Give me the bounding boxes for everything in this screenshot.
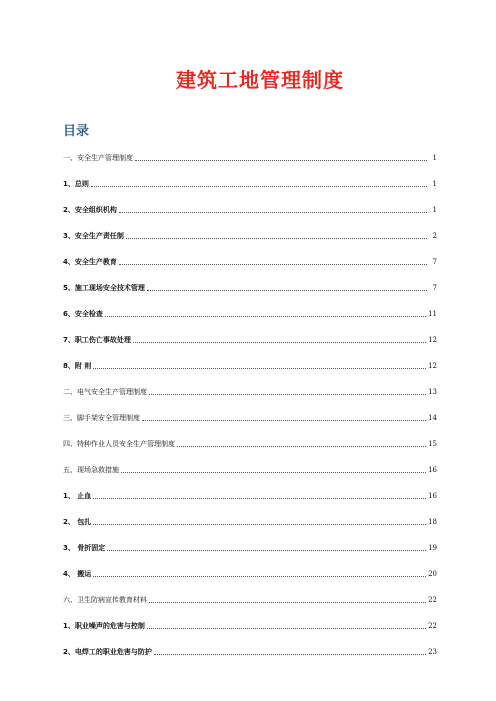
toc-entry-label: 2、安全组织机构 <box>63 206 117 214</box>
toc-entry[interactable] <box>63 223 437 249</box>
toc-entry-label: 2、电焊工的职业危害与防护 <box>63 648 152 656</box>
document-title: 建筑工地管理制度 <box>176 68 344 92</box>
toc-entry[interactable] <box>63 145 437 171</box>
toc-entry-page-number: 1 <box>432 180 437 188</box>
toc-entry[interactable] <box>63 587 437 613</box>
toc-entry-page-number: 22 <box>428 596 437 604</box>
toc-entry-page-number: 12 <box>428 336 437 344</box>
toc-entry[interactable] <box>63 561 437 587</box>
toc-entry[interactable] <box>63 379 437 405</box>
toc-entry-label: 二、电气安全生产管理制度 <box>63 388 147 396</box>
toc-entry-label: 2、 包扎 <box>63 518 92 526</box>
toc-entry-label: 4、安全生产教育 <box>63 258 117 266</box>
toc-entry-page-number: 15 <box>428 440 437 448</box>
toc-entry-page-number: 13 <box>428 388 437 396</box>
toc-entry-label: 四、特种作业人员安全生产管理制度 <box>63 440 175 448</box>
toc-entry[interactable] <box>63 457 437 483</box>
toc-leader-dots <box>177 446 426 447</box>
toc-entry-page-number: 2 <box>432 232 437 240</box>
toc-entry-page-number: 16 <box>428 466 437 474</box>
toc-entry-label: 1、总则 <box>63 180 89 188</box>
toc-leader-dots <box>135 160 427 161</box>
toc-leader-dots <box>147 290 427 291</box>
toc-entry-page-number: 11 <box>428 310 437 318</box>
toc-leader-dots <box>149 602 426 603</box>
toc-leader-dots <box>142 420 426 421</box>
toc-entry-label: 六、卫生防病宣传教育材料 <box>63 596 147 604</box>
toc-entry-page-number: 16 <box>428 492 437 500</box>
toc-entry-label: 4、 搬运 <box>63 570 92 578</box>
toc-leader-dots <box>119 212 427 213</box>
toc-entry-label: 3、安全生产责任制 <box>63 232 124 240</box>
toc-leader-dots <box>107 550 426 551</box>
toc-entry[interactable] <box>63 535 437 561</box>
toc-entry[interactable] <box>63 483 437 509</box>
table-of-contents <box>63 145 437 665</box>
toc-leader-dots <box>154 654 426 655</box>
toc-entry[interactable] <box>63 509 437 535</box>
toc-entry-label: 5、施工现场安全技术管理 <box>63 284 145 292</box>
toc-entry[interactable] <box>63 353 437 379</box>
toc-leader-dots <box>93 524 426 525</box>
toc-entry-label: 3、 骨折固定 <box>63 544 106 552</box>
toc-leader-dots <box>126 238 427 239</box>
toc-entry-label: 8、附 则 <box>63 362 92 370</box>
toc-leader-dots <box>133 342 426 343</box>
toc-heading: 目录 <box>63 124 90 139</box>
toc-entry-page-number: 7 <box>432 258 437 266</box>
toc-entry-page-number: 19 <box>428 544 437 552</box>
toc-entry-page-number: 22 <box>428 622 437 630</box>
toc-entry-label: 6、安全检查 <box>63 310 103 318</box>
toc-leader-dots <box>91 186 427 187</box>
toc-entry-label: 一、安全生产管理制度 <box>63 154 133 162</box>
toc-leader-dots <box>149 394 426 395</box>
toc-entry[interactable] <box>63 197 437 223</box>
toc-entry[interactable] <box>63 301 437 327</box>
toc-entry-page-number: 23 <box>428 648 437 656</box>
toc-entry-page-number: 1 <box>432 206 437 214</box>
toc-entry[interactable] <box>63 405 437 431</box>
toc-entry-page-number: 7 <box>432 284 437 292</box>
toc-entry-page-number: 18 <box>428 518 437 526</box>
toc-entry[interactable] <box>63 171 437 197</box>
toc-entry[interactable] <box>63 639 437 665</box>
toc-entry-page-number: 1 <box>432 154 437 162</box>
toc-entry[interactable] <box>63 275 437 301</box>
toc-entry-label: 1、职业噪声的危害与控制 <box>63 622 145 630</box>
toc-leader-dots <box>93 498 426 499</box>
toc-entry-label: 三、脚手架安全管理制度 <box>63 414 140 422</box>
toc-entry-page-number: 14 <box>428 414 437 422</box>
toc-entry[interactable] <box>63 613 437 639</box>
toc-entry[interactable] <box>63 249 437 275</box>
toc-leader-dots <box>93 368 426 369</box>
toc-entry-page-number: 20 <box>428 570 437 578</box>
toc-entry-label: 五、现场急救措施 <box>63 466 119 474</box>
toc-entry-page-number: 12 <box>428 362 437 370</box>
toc-entry-label: 1、 止血 <box>63 492 92 500</box>
toc-leader-dots <box>93 576 426 577</box>
toc-leader-dots <box>147 628 426 629</box>
toc-leader-dots <box>105 316 426 317</box>
toc-entry[interactable] <box>63 431 437 457</box>
toc-entry[interactable] <box>63 327 437 353</box>
toc-leader-dots <box>121 472 426 473</box>
toc-entry-label: 7、职工伤亡事故处理 <box>63 336 131 344</box>
toc-leader-dots <box>119 264 427 265</box>
